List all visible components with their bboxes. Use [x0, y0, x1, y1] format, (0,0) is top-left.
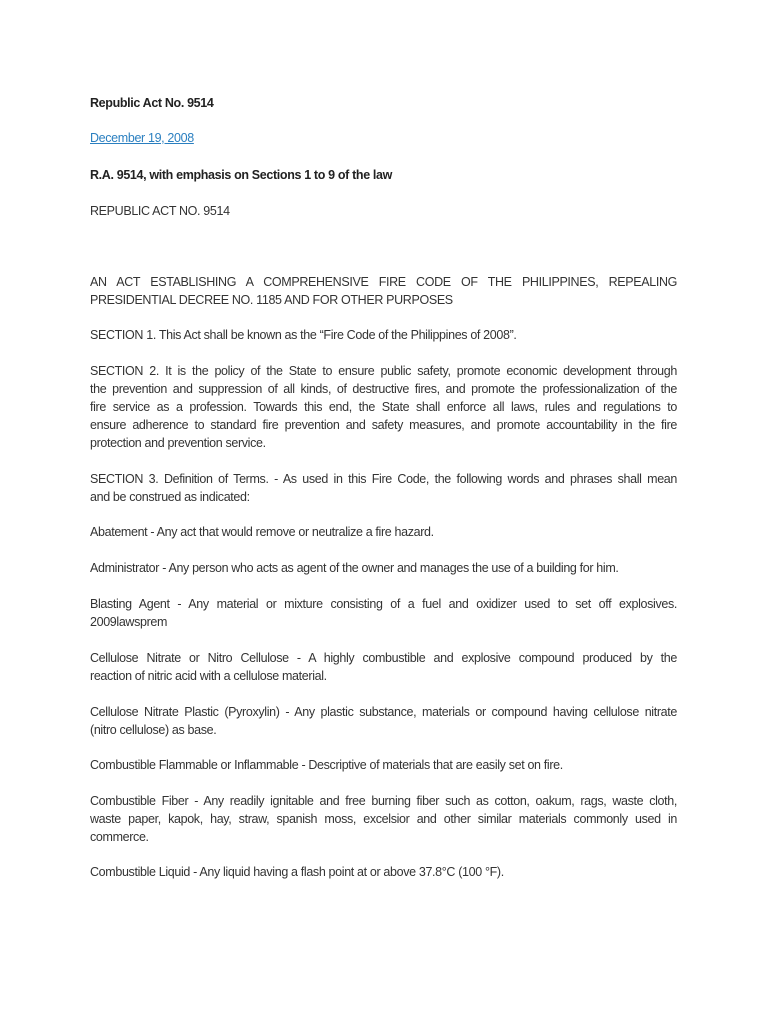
- definition-combustible-liquid: [90, 863, 677, 881]
- document-title: Republic Act No. 9514: [90, 96, 214, 110]
- paragraph-line: commerce.: [90, 830, 149, 844]
- paragraph-line: Combustible Liquid - Any liquid having a flash point at or above 37.8°C (100 °F).: [90, 865, 504, 879]
- paragraph-line: ensure adherence to standard fire prevention and safety measures, and promote accountability in the fire: [90, 418, 677, 432]
- paragraph-line: PRESIDENTIAL DECREE NO. 1185 AND FOR OTHER PURPOSES: [90, 293, 453, 307]
- paragraph-line: Abatement - Any act that would remove or neutralize a fire hazard.: [90, 525, 434, 539]
- date-link[interactable]: December 19, 2008: [90, 131, 194, 145]
- definition-cellulose-nitrate: [90, 649, 677, 685]
- paragraph-line: and be construed as indicated:: [90, 490, 250, 504]
- paragraph-line: AN ACT ESTABLISHING A COMPREHENSIVE FIRE CODE OF THE PHILIPPINES, REPEALING: [90, 275, 677, 289]
- paragraph-line: Cellulose Nitrate or Nitro Cellulose - A highly combustible and explosive compound produced by the: [90, 651, 677, 665]
- paragraph-line: (nitro cellulose) as base.: [90, 723, 217, 737]
- section-2-paragraph: [90, 362, 677, 452]
- paragraph-line: fire service as a profession. Towards this end, the State shall enforce all laws, rules and regulations to: [90, 400, 677, 414]
- paragraph-line: Cellulose Nitrate Plastic (Pyroxylin) - Any plastic substance, materials or compound having cellulose nitrate: [90, 705, 677, 719]
- paragraph-line: SECTION 2. It is the policy of the State to ensure public safety, promote economic development through: [90, 364, 677, 378]
- definition-combustible-flammable: [90, 756, 677, 774]
- definition-abatement: [90, 523, 677, 541]
- act-title-paragraph: [90, 273, 677, 309]
- paragraph-line: 2009lawsprem: [90, 615, 168, 629]
- document-subtitle: R.A. 9514, with emphasis on Sections 1 to 9 of the law: [90, 168, 393, 182]
- paragraph-line: Combustible Flammable or Inflammable - Descriptive of materials that are easily set on fire.: [90, 758, 563, 772]
- paragraph-line: Blasting Agent - Any material or mixture consisting of a fuel and oxidizer used to set off explosives.: [90, 597, 677, 611]
- definition-blasting-agent: [90, 595, 677, 631]
- definition-combustible-fiber: [90, 792, 677, 846]
- paragraph-line: SECTION 3. Definition of Terms. - As used in this Fire Code, the following words and phrases shall mean: [90, 472, 677, 486]
- paragraph-line: SECTION 1. This Act shall be known as the “Fire Code of the Philippines of 2008”.: [90, 328, 517, 342]
- section-3-paragraph: [90, 470, 677, 506]
- paragraph-line: the prevention and suppression of all kinds, of destructive fires, and promote the professionalization of the: [90, 382, 677, 396]
- definition-administrator: [90, 559, 677, 577]
- paragraph-line: protection and prevention service.: [90, 436, 266, 450]
- act-heading: REPUBLIC ACT NO. 9514: [90, 204, 230, 218]
- paragraph-line: Combustible Fiber - Any readily ignitable and free burning fiber such as cotton, oakum, rags, waste cloth,: [90, 794, 677, 808]
- definition-cellulose-nitrate-plastic: [90, 703, 677, 739]
- paragraph-line: waste paper, kapok, hay, straw, spanish moss, excelsior and other similar materials commonly used in: [90, 812, 677, 826]
- paragraph-line: Administrator - Any person who acts as agent of the owner and manages the use of a building for him.: [90, 561, 619, 575]
- paragraph-line: reaction of nitric acid with a cellulose material.: [90, 669, 327, 683]
- section-1-paragraph: [90, 326, 677, 344]
